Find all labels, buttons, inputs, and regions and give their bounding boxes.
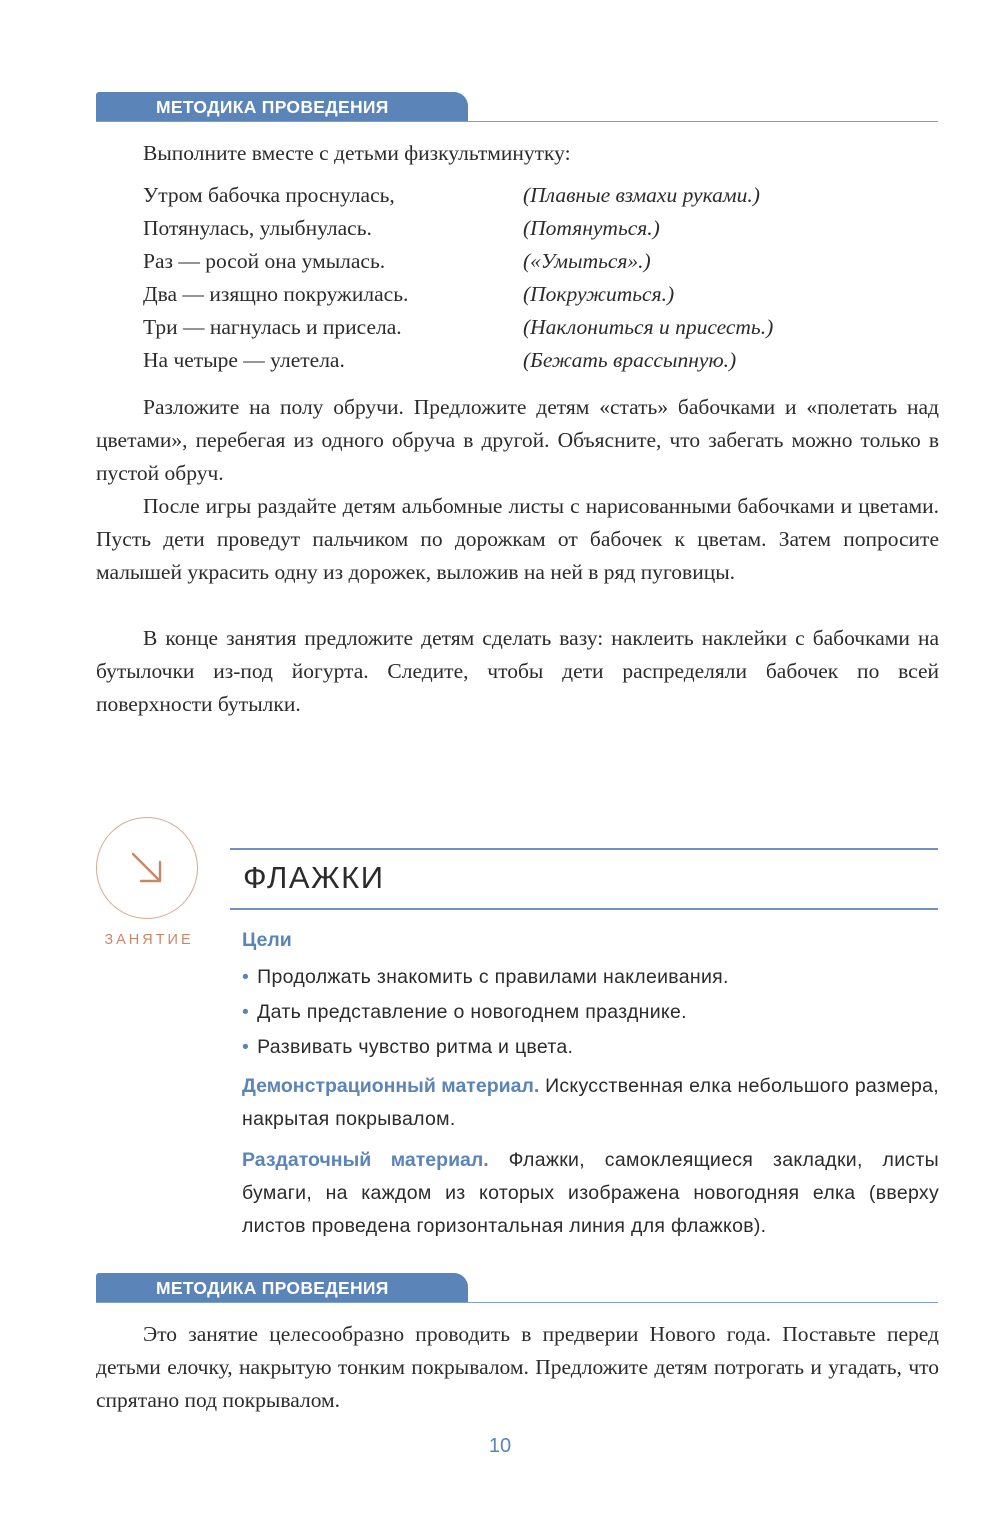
verse-row	[143, 245, 943, 278]
handout-material	[242, 1144, 939, 1243]
verse-line: Утром бабочка проснулась,	[143, 183, 395, 207]
verse-line: Два — изящно покружилась.	[143, 282, 409, 306]
paragraph: В конце занятия предложите детям сделать вазу: наклеить наклейки с бабочками на бутылочки из-под йогурта. Следите, чтобы дети распределяли бабочек по всей поверхности бутылки.	[96, 626, 939, 716]
lesson-circle	[96, 817, 198, 919]
demo-material	[242, 1070, 939, 1136]
verse-line: Три — нагнулась и присела.	[143, 315, 402, 339]
bullet-icon: •	[242, 966, 250, 988]
verse-row	[143, 344, 943, 377]
bullet-icon: •	[242, 1001, 250, 1023]
paragraph: После игры раздайте детям альбомные листы с нарисованными бабочками и цветами. Пусть дети проведут пальчиком по дорожкам от бабочек к цветам. Затем попросите малышей украсить одну из дорожек, выложив на ней в ряд пуговицы.	[96, 494, 939, 584]
handout-material-text: Флажки, самоклеящиеся закладки, листы бумаги, на каждом из которых изображена новогодняя елка (вверху листов проведена горизонтальная линия для флажков).	[242, 1149, 939, 1237]
goal-item	[242, 960, 942, 995]
verse-action: («Умыться».)	[523, 249, 651, 273]
verse-line: Раз — росой она умылась.	[143, 249, 386, 273]
section-header-rule	[96, 121, 938, 122]
exercise-verse	[143, 179, 943, 377]
verse-action: (Потянуться.)	[523, 216, 660, 240]
verse-row	[143, 278, 943, 311]
verse-row	[143, 311, 943, 344]
page-number: 10	[488, 1435, 512, 1457]
goals-heading: Цели	[242, 929, 292, 951]
verse-row	[143, 212, 943, 245]
title-rule-top	[230, 848, 938, 850]
goal-item	[242, 1030, 942, 1065]
section-header-methodology-top	[96, 92, 938, 124]
goals-list	[242, 960, 942, 1065]
goal-text: Продолжать знакомить с правилами наклеивания.	[257, 966, 729, 988]
goal-item	[242, 995, 942, 1030]
goal-text: Развивать чувство ритма и цвета.	[257, 1036, 574, 1058]
section-header-label: МЕТОДИКА ПРОВЕДЕНИЯ	[156, 1278, 389, 1298]
section-header-pill	[96, 92, 468, 122]
lesson-label: ЗАНЯТИЕ	[104, 932, 194, 948]
bullet-icon: •	[242, 1036, 250, 1058]
section-header-rule	[96, 1302, 938, 1303]
verse-action: (Бежать врассыпную.)	[523, 348, 737, 372]
section-header-pill	[96, 1273, 468, 1303]
arrow-down-right-icon	[127, 848, 167, 888]
verse-line: На четыре — улетела.	[143, 348, 345, 372]
demo-material-text: Искусственная елка небольшого размера, накрытая покрывалом.	[242, 1075, 940, 1130]
verse-action: (Наклониться и присесть.)	[523, 315, 774, 339]
final-paragraph: Это занятие целесообразно проводить в предверии Нового года. Поставьте перед детьми елочку, накрытую тонким покрывалом. Предложите детям потрогать и угадать, что спрятано под покрывалом.	[96, 1322, 939, 1412]
handout-material-label: Раздаточный материал.	[242, 1149, 489, 1171]
paragraph: Разложите на полу обручи. Предложите детям «стать» бабочками и «полетать над цветами», перебегая из одного обруча в другой. Объясните, что забегать можно только в пустой обруч.	[96, 395, 939, 485]
verse-row	[143, 179, 943, 212]
lesson-title: ФЛАЖКИ	[243, 860, 385, 895]
verse-action: (Покружиться.)	[523, 282, 675, 306]
demo-material-label: Демонстрационный материал.	[242, 1075, 540, 1097]
verse-action: (Плавные взмахи руками.)	[523, 183, 760, 207]
verse-line: Потянулась, улыбнулась.	[143, 216, 372, 240]
goal-text: Дать представление о новогоднем празднике.	[257, 1001, 687, 1023]
title-rule-bottom	[230, 908, 938, 910]
section-header-label: МЕТОДИКА ПРОВЕДЕНИЯ	[156, 97, 389, 117]
section-header-methodology-bottom	[96, 1273, 938, 1305]
intro-text: Выполните вместе с детьми физкультминутку:	[143, 141, 571, 165]
